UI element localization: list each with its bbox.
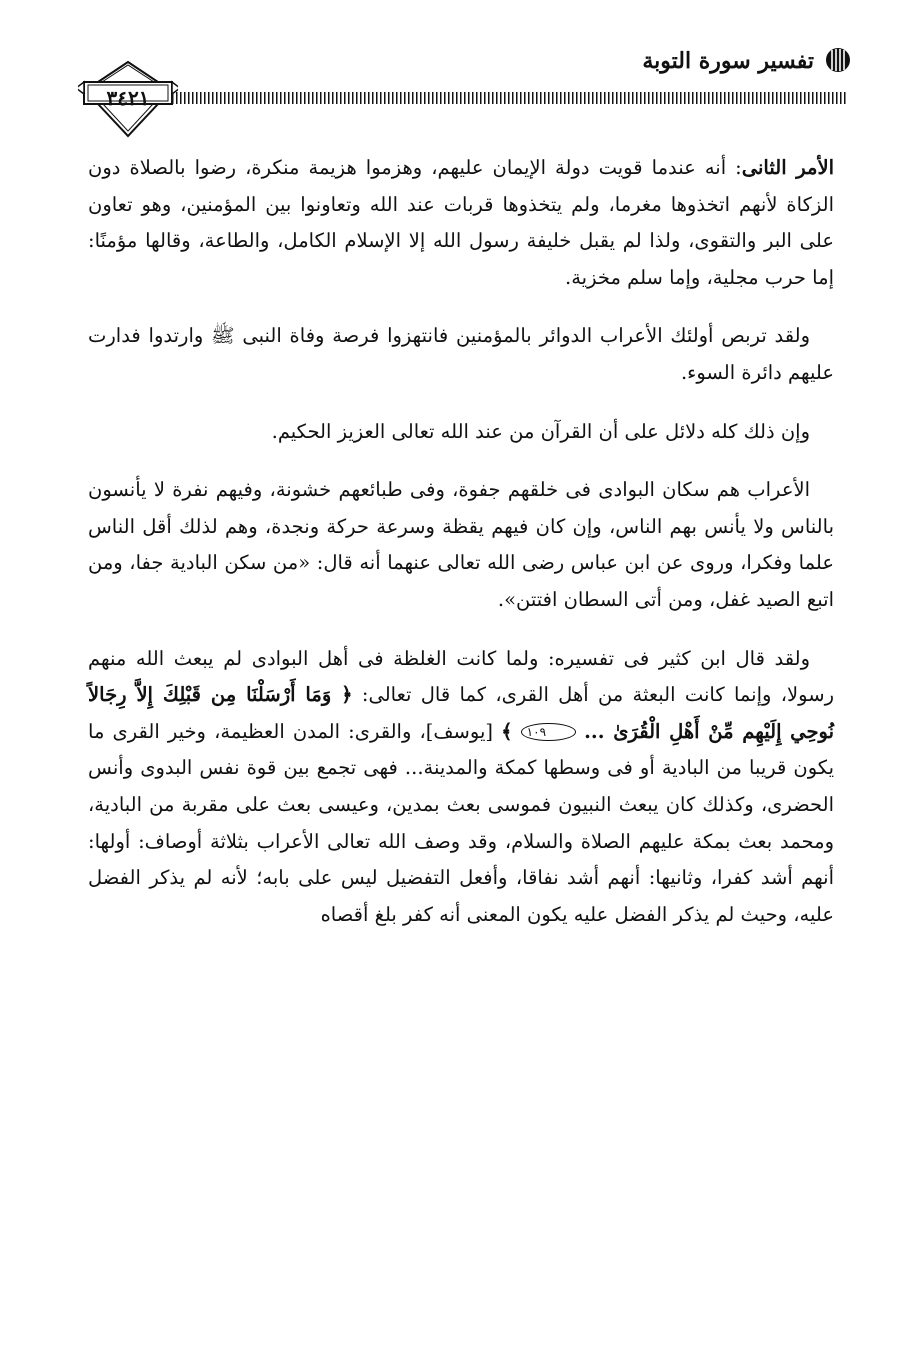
paragraph-lead: الأمر الثانى: [741, 156, 834, 179]
quran-verse: ﴿ وَمَا أَرْسَلْنَا مِن قَبْلِكَ إِلاَّ رِجَالاً نُوحِي إِلَيْهِم مِّنْ أَهْلِ الْقُرَىٰ ...: [88, 683, 834, 743]
paragraph-2: ولقد تربص أولئك الأعراب الدوائر بالمؤمنين فانتهزوا فرصة وفاة النبى ﷺ وارتدوا فدارت عليهم دائرة السوء.: [88, 324, 834, 384]
quran-close-bracket: ﴾: [501, 719, 513, 743]
paragraph-3: وإن ذلك كله دلائل على أن القرآن من عند الله تعالى العزيز الحكيم.: [271, 419, 810, 443]
page-body: [88, 150, 834, 955]
paragraph-4: الأعراب هم سكان البوادى فى خلقهم جفوة، وفى طبائعهم خشونة، وفيهم نفرة لا يأنسون بالناس ولا يأنس بهم الناس، وإن كان فيهم يقظة وسرعة حركة ونجدة، وهم لذلك أقل الناس علما وفكرا، وروى عن ابن عباس رضى الله تعالى عنهما أنه قال: «من سكن البادية جفا، ومن اتبع الصيد غفل، ومن أتى السطان افتتن».: [88, 478, 834, 611]
paragraph-5: [88, 641, 834, 934]
paragraph-text: : أنه عندما قويت دولة الإيمان عليهم، وهزموا هزيمة منكرة، رضوا بالصلاة دون الزكاة لأنهم اتخذوها مغرما، ولم يتخذوها قربات عند الله وتعاونوا بين المؤمنين، وهو تعاون على البر والتقوى، ولذا لم يقبل خليفة رسول الله إلا الإسلام الكامل، والطاعة، وقالها مؤمنًا: إما حرب مجلية، وإما سلم مخزية.: [88, 156, 834, 289]
header-rule: [160, 92, 846, 104]
ayah-number: ١٠٩: [521, 723, 576, 741]
rosette-ornament-icon: [824, 46, 852, 74]
running-header-title: تفسير سورة التوبة: [642, 48, 814, 74]
paragraph-1: [88, 150, 834, 296]
paragraph-text: ولقد قال ابن كثير فى تفسيره: ولما كانت الغلظة فى أهل البوادى لم يبعث الله منهم رسولا، وإنما كانت البعثة من أهل القرى، كما قال تعالى:: [88, 646, 835, 707]
page-number: ٣٤٢١: [106, 86, 150, 110]
paragraph-text: [يوسف]، والقرى: المدن العظيمة، وخير القرى ما يكون قريبا من البادية أو فى وسطها كمكة والمدينة... فهى تجمع بين قوة نفس البدوى وأنس الحضرى، وكذلك كان يبعث النبيون فموسى بعث بمدين، وعيسى بعث على مقربة من البادية، ومحمد بعث بمكة عليهم الصلاة والسلام، وقد وصف الله تعالى الأعراب بثلاثة أوصاف: أولها: أنهم أشد كفرا، وثانيها: أنهم أشد نفاقا، وأفعل التفضيل ليس على بابه؛ لأنه لم يذكر الفضل عليه، وحيث لم يذكر الفضل عليه يكون المعنى أنه كفر بلغ أقصاه: [88, 719, 834, 926]
page-header: [0, 0, 914, 140]
